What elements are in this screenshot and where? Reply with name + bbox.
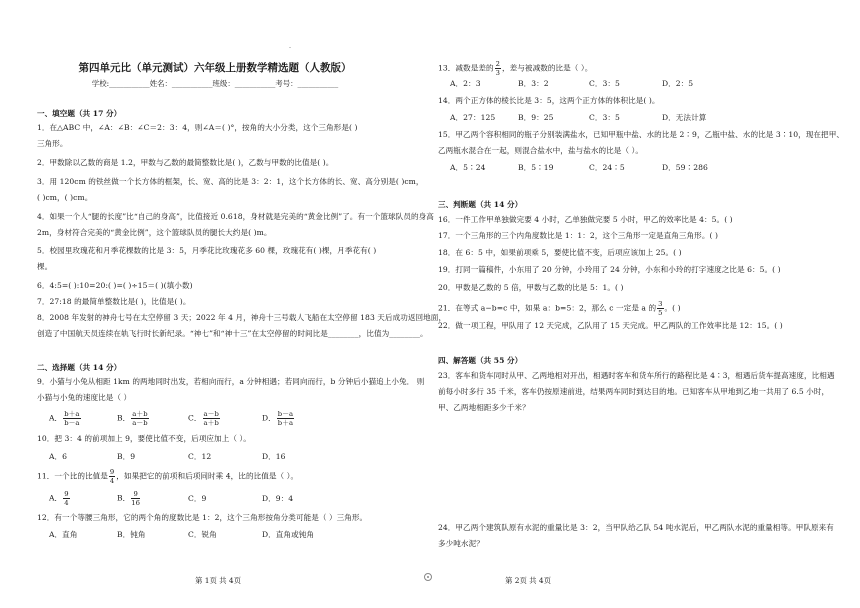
question-15-option-b: B．5∶19 (518, 163, 554, 172)
student-info-line: 学校:___________姓名：___________班级：___________考号：___________ (91, 79, 339, 88)
fraction (131, 490, 140, 507)
fraction (63, 490, 69, 507)
option-label: C． (188, 413, 202, 423)
fraction (131, 410, 148, 427)
fraction (277, 410, 294, 427)
question-text: 11．一个比的比值是 (37, 471, 108, 481)
page-mark: - (289, 44, 292, 51)
question-10: 10．把 3：4 的前项加上 9，要使比值不变，后项应加上（ ）。 (37, 434, 251, 443)
fraction-numerator: 9 (131, 490, 140, 499)
question-2: 2．甲数除以乙数的商是 1.2，甲数与乙数的最简整数比是( )，乙数与甲数的比值是( )。 (37, 158, 334, 167)
question-12: 12．有一个等腰三角形，它的两个角的度数比是 1：2，这个三角形按角分类可能是（ ）三角形。 (37, 513, 368, 522)
question-7: 7．27:18 的最简单整数比是( )，比值是( )。 (37, 297, 191, 306)
option-label: B． (117, 493, 131, 503)
question-13-option-a: A．2：3 (450, 79, 481, 88)
question-10-option-a: A．6 (49, 452, 68, 461)
question-8-line-2: 创造了中国航天员连续在轨飞行时长新纪录。“神七”和“神十三”在太空停留的时间比是________，比值为________。 (37, 329, 428, 338)
question-16: 16．一件工作甲单独做完要 4 小时，乙单独做完要 5 小时，甲乙的效率比是 4：5。( ) (438, 215, 733, 224)
question-4-line-2: 2m，身材符合完美的“黄金比例”，这个篮球队员的腿长大约是( )m。 (37, 228, 272, 237)
question-6: 6．4:5=( ):10=20:( )=( )÷15＝( )(填小数) (37, 281, 193, 290)
question-14-option-c: C．3：5 (589, 113, 620, 122)
question-14-option-d: D．无法计算 (662, 113, 707, 122)
page-number-left: 第 1页 共 4页 (195, 576, 242, 585)
question-15-option-d: D．59∶286 (662, 163, 708, 172)
question-9-option-a (49, 410, 82, 427)
question-9-line-1: 9．小猫与小兔从相距 1km 的两地同时出发，若相向而行，a 分钟相遇；若同向而行，b 分钟后小猫追上小兔． 则 (37, 377, 425, 386)
question-9-line-2: 小猫与小兔的速度比是（ ） (37, 393, 132, 402)
question-5-line-1: 5．校园里玫瑰花和月季花棵数的比是 3：5，月季花比玫瑰花多 60 棵，玫瑰花有( )棵，月季花有( ) (37, 246, 377, 255)
fraction-denominator: 4 (109, 477, 115, 485)
question-12-option-a: A．直角 (49, 530, 78, 539)
question-11-option-d: D．9：4 (262, 494, 294, 503)
fraction-numerator: b＋a (64, 410, 80, 418)
fraction (63, 410, 80, 427)
question-text: ，如果把它的前项和后项同时乘 4，比的比值是（ ）。 (116, 471, 299, 481)
question-15-option-c: C．24∶5 (589, 163, 625, 172)
fraction-numerator: 2 (495, 60, 500, 68)
option-label: D． (262, 413, 276, 423)
section-word-problems: 四、解答题（共 55 分） (438, 356, 523, 365)
fraction-denominator: 5 (658, 309, 663, 317)
question-15-option-a: A．5∶24 (450, 163, 486, 172)
question-8-line-1: 8．2008 年发射的神舟七号在太空停留 3 天；2022 年 4 月，神舟十三号载人飞船在太空停留 183 天后成功返回地面， (37, 313, 447, 322)
question-13-option-d: D．2：5 (662, 79, 694, 88)
fraction-denominator: 16 (131, 499, 141, 507)
question-1-line-2: 三角形。 (37, 139, 68, 148)
fraction-denominator: b－a (64, 419, 80, 427)
question-3-line-2: ( )cm，( )cm。 (37, 193, 93, 202)
question-15-line-1: 15．甲乙两个容积相同的瓶子分别装满盐水，已知甲瓶中盐、水的比是 2∶9，乙瓶中盐、水的比是 3∶10，现在把甲、 (438, 130, 844, 139)
question-14-option-b: B．9：25 (518, 113, 554, 122)
question-14-option-a: A．27：125 (450, 113, 496, 122)
question-13-option-b: B．3：2 (518, 79, 549, 88)
question-text: 。( ) (664, 303, 681, 313)
question-15-line-2: 乙两瓶水混合在一起，则混合盐水中，盐与盐水的比是（ ）。 (438, 146, 644, 155)
question-text: 21．在等式 a−b=c 中，如果 a：b=5：2，那么 c 一定是 a 的 (438, 303, 657, 313)
option-label: B． (117, 413, 131, 423)
fraction-numerator: 3 (658, 300, 663, 308)
section-true-false: 三、判断题（共 14 分） (438, 200, 523, 209)
question-20: 20．甲数是乙数的 5 倍，甲数与乙数的比是 5：1。( ) (438, 283, 624, 292)
question-13 (438, 60, 592, 77)
fraction-numerator: a＋b (132, 410, 148, 418)
question-14: 14．两个正方体的棱长比是 3：5，这两个正方体的体积比是( )。 (438, 96, 660, 105)
question-text: 13．减数是差的 (438, 63, 494, 73)
question-9-option-d (262, 410, 295, 427)
question-3-line-1: 3．用 120cm 的铁丝做一个长方体的框架，长、宽、高的比是 3：2：1，这个长方体的长、宽、高分别是( )cm， (37, 177, 424, 186)
question-11-option-c: C．9 (188, 494, 207, 503)
option-label: A． (49, 413, 63, 423)
question-12-option-b: B．钝角 (117, 530, 146, 539)
question-18: 18．在 6：5 中，如果前项乘 5，要使比值不变，后项应该加上 25。( ) (438, 248, 682, 257)
fraction-denominator: 4 (64, 499, 69, 507)
fraction-denominator: b＋a (277, 419, 294, 427)
page-number-right: 第 2页 共 4页 (505, 576, 552, 585)
question-10-option-c: C．12 (188, 452, 212, 461)
question-4-line-1: 4．如果一个人“腿的长度”比“自己的身高”，比值接近 0.618，身材就是完美的“黄金比例”了。有一个篮球队员的身高 (37, 212, 434, 221)
question-23-line-2: 前每小时多行 35 千米，客车仍按原速前进，结果两车同时到达目的地。已知客车从甲地到乙地一共用了 6.5 小时， (438, 387, 830, 396)
fraction-numerator: 9 (64, 490, 69, 498)
fraction (203, 410, 220, 427)
section-fill-in: 一、填空题（共 17 分） (37, 109, 122, 118)
question-13-option-c: C．3：5 (589, 79, 620, 88)
fraction (109, 468, 115, 485)
question-21 (438, 300, 681, 317)
fraction-numerator: 9 (109, 468, 115, 476)
fraction (657, 300, 663, 317)
section-multiple-choice: 二、选择题（共 14 分） (37, 363, 122, 372)
fraction-denominator: 3 (495, 69, 500, 77)
question-11-option-a (49, 490, 71, 507)
fraction-denominator: a＋b (203, 419, 219, 427)
question-23-line-3: 甲、乙两地相距多少千米？ (438, 403, 530, 412)
page-2 (430, 0, 860, 608)
fraction-numerator: b－a (277, 410, 294, 418)
question-19: 19．打同一篇稿件，小东用了 20 分钟，小玲用了 24 分钟，小东和小玲的打字速度之比是 6：5。( ) (438, 265, 781, 274)
question-24-line-2: 多少吨水泥？ (438, 539, 484, 548)
question-17: 17．一个三角形的三个内角度数比是 1：1：2，这个三角形一定是直角三角形。( ) (438, 231, 718, 240)
question-11-option-b (117, 490, 141, 507)
fraction-numerator: a－b (203, 410, 219, 418)
question-9-option-b (117, 410, 150, 427)
page-title: 第四单元比（单元测试）六年级上册数学精选题（人教版） (78, 62, 352, 74)
question-11 (37, 468, 298, 485)
question-23-line-1: 23．客车和货车同时从甲、乙两地相对开出，相遇时客车和货车所行的路程比是 4∶3，相遇后货车提高速度，比相遇 (438, 371, 835, 380)
fraction (495, 60, 501, 77)
option-label: A． (49, 493, 63, 503)
question-9-option-c (188, 410, 221, 427)
fraction-denominator: a－b (132, 419, 148, 427)
question-12-option-d: D．直角或钝角 (262, 530, 315, 539)
question-10-option-d: D．16 (262, 452, 286, 461)
question-1-line-1: 1．在△ABC 中，∠A：∠B：∠C＝2：3：4，则∠A＝( )°，按角的大小分类，这个三角形是( ) (37, 123, 358, 132)
question-5-line-2: 棵。 (37, 262, 53, 271)
question-22: 22．做一项工程，甲队用了 12 天完成，乙队用了 15 天完成。甲乙两队的工作效率比是 12：15。( ) (438, 321, 783, 330)
question-text: ，差与被减数的比是（ ）。 (502, 63, 593, 73)
question-10-option-b: B．9 (117, 452, 136, 461)
question-24-line-1: 24．甲乙两个建筑队原有水泥的重量比是 3：2，当甲队给乙队 54 吨水泥后，甲乙两队水泥的重量相等。甲队原来有 (438, 523, 834, 532)
question-12-option-c: C．锐角 (188, 530, 217, 539)
